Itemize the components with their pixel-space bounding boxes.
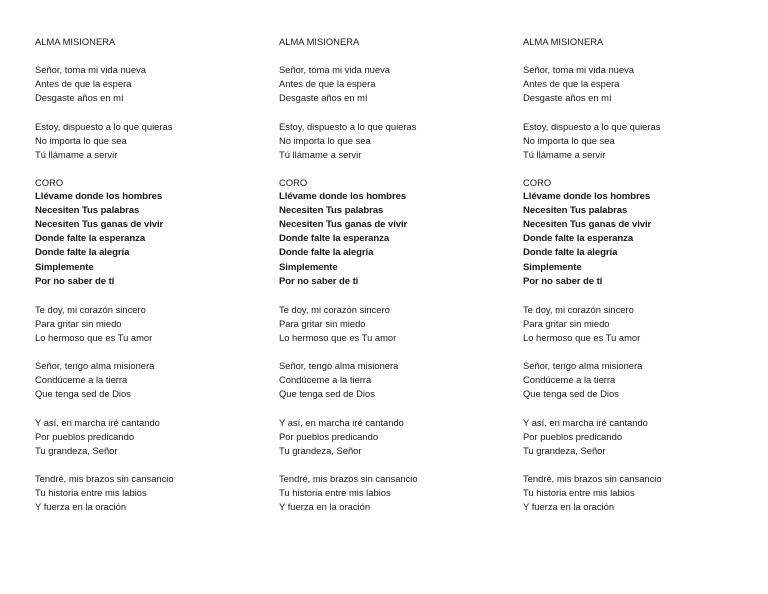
spacer [523, 105, 753, 119]
chorus-line: Necesiten Tus palabras [279, 205, 384, 217]
lyric-line: Tú llámame a servir [279, 148, 362, 160]
lyric-line: Y fuerza en la oración [523, 501, 615, 513]
spacer [279, 162, 509, 176]
lyric-line: Que tenga sed de Dios [35, 388, 131, 400]
lyric-line: No importa lo que sea [523, 134, 615, 146]
chorus-line: Llévame donde los hombres [523, 191, 651, 203]
lyric-line: Tu grandeza, Señor [35, 444, 118, 456]
spacer [279, 105, 509, 119]
lyric-line: Antes de que la espera [523, 78, 620, 90]
lyric-line: Señor, tengo alma misionera [35, 360, 155, 372]
chorus-line: Necesiten Tus ganas de vivir [279, 219, 408, 231]
lyric-line: Tu historia entre mis labios [35, 487, 147, 498]
lyric-line: Te doy, mi corazón sincero [279, 303, 390, 315]
chorus-line: Donde falte la esperanza [35, 233, 146, 245]
lyric-line: Señor, tengo alma misionera [523, 360, 643, 372]
lyric-line: Tú llámame a servir [35, 148, 118, 160]
lyric-line: Lo hermoso que es Tu amor [35, 331, 153, 343]
lyric-line: Tu grandeza, Señor [279, 444, 362, 456]
spacer [35, 162, 265, 176]
chorus-line: Llévame donde los hombres [35, 191, 163, 203]
lyric-line: Desgaste años en mí [279, 92, 368, 104]
song-title: ALMA MISIONERA [279, 36, 360, 47]
lyric-line: Por pueblos predicando [35, 430, 135, 442]
lyric-line: Tu historia entre mis labios [523, 487, 635, 498]
lyric-line: Estoy, dispuesto a lo que quieras [35, 120, 173, 132]
spacer [523, 289, 753, 303]
lyric-line: Desgaste años en mí [35, 92, 124, 104]
spacer [279, 49, 509, 63]
lyric-line: Tu grandeza, Señor [523, 444, 606, 456]
lyric-line: Te doy, mi corazón sincero [35, 303, 146, 315]
spacer [35, 458, 265, 472]
lyric-line: Te doy, mi corazón sincero [523, 303, 634, 315]
lyric-line: Tú llámame a servir [523, 148, 606, 160]
lyric-line: Condúceme a la tierra [523, 374, 616, 386]
lyric-line: Y así, en marcha iré cantando [35, 416, 160, 428]
lyric-line: Señor, toma mi vida nueva [523, 64, 634, 76]
spacer [523, 458, 753, 472]
spacer [279, 458, 509, 472]
lyric-line: Que tenga sed de Dios [279, 388, 375, 400]
spacer [35, 401, 265, 415]
lyric-line: Para gritar sin miedo [523, 317, 610, 329]
spacer [35, 289, 265, 303]
chorus-line: Donde falte la alegría [35, 247, 130, 259]
lyric-line: No importa lo que sea [279, 134, 371, 146]
lyric-line: Condúceme a la tierra [35, 374, 128, 386]
chorus-label: CORO [35, 176, 64, 188]
lyric-line: Señor, tengo alma misionera [279, 360, 399, 372]
chorus-line: Donde falte la esperanza [279, 233, 390, 245]
chorus-line: Necesiten Tus palabras [35, 205, 140, 217]
spacer [279, 345, 509, 359]
lyric-line: Que tenga sed de Dios [523, 388, 619, 400]
chorus-line: Por no saber de ti [279, 275, 359, 287]
lyric-line: Y fuerza en la oración [35, 501, 127, 513]
lyric-line: Condúceme a la tierra [279, 374, 372, 386]
lyrics-column-1 [35, 35, 265, 514]
lyric-line: Por pueblos predicando [279, 430, 379, 442]
chorus-line: Donde falte la esperanza [523, 233, 634, 245]
lyric-line: Y así, en marcha iré cantando [279, 416, 404, 428]
lyric-line: Tendré, mis brazos sin cansancio [279, 472, 418, 484]
spacer [279, 289, 509, 303]
lyric-line: Tendré, mis brazos sin cansancio [35, 472, 174, 484]
chorus-line: Por no saber de ti [35, 275, 115, 287]
spacer [35, 345, 265, 359]
lyric-line: Y fuerza en la oración [279, 501, 371, 513]
lyric-line: Señor, toma mi vida nueva [279, 64, 390, 76]
lyric-line: No importa lo que sea [35, 134, 127, 146]
song-title: ALMA MISIONERA [523, 36, 604, 47]
chorus-line: Donde falte la alegría [523, 247, 618, 259]
lyric-line: Estoy, dispuesto a lo que quieras [523, 120, 661, 132]
lyric-line: Tendré, mis brazos sin cansancio [523, 472, 662, 484]
lyric-line: Lo hermoso que es Tu amor [523, 331, 641, 343]
spacer [35, 49, 265, 63]
chorus-line: Simplemente [279, 261, 338, 273]
spacer [523, 162, 753, 176]
chorus-line: Donde falte la alegría [279, 247, 374, 259]
chorus-line: Necesiten Tus ganas de vivir [523, 219, 652, 231]
lyric-line: Lo hermoso que es Tu amor [279, 331, 397, 343]
lyric-line: Por pueblos predicando [523, 430, 623, 442]
lyric-line: Estoy, dispuesto a lo que quieras [279, 120, 417, 132]
spacer [279, 401, 509, 415]
chorus-line: Llévame donde los hombres [279, 191, 407, 203]
spacer [523, 49, 753, 63]
chorus-line: Necesiten Tus palabras [523, 205, 628, 217]
spacer [35, 105, 265, 119]
lyric-line: Para gritar sin miedo [35, 317, 122, 329]
spacer [523, 345, 753, 359]
lyric-line: Antes de que la espera [279, 78, 376, 90]
chorus-line: Necesiten Tus ganas de vivir [35, 219, 164, 231]
lyric-line: Señor, toma mi vida nueva [35, 64, 146, 76]
lyrics-column-2 [279, 35, 509, 514]
chorus-line: Simplemente [35, 261, 94, 273]
song-title: ALMA MISIONERA [35, 36, 116, 47]
lyric-line: Para gritar sin miedo [279, 317, 366, 329]
lyric-line: Tu historia entre mis labios [279, 487, 391, 498]
chorus-label: CORO [279, 176, 308, 188]
chorus-line: Simplemente [523, 261, 582, 273]
chorus-line: Por no saber de ti [523, 275, 603, 287]
chorus-label: CORO [523, 176, 552, 188]
lyrics-column-3 [523, 35, 753, 514]
lyric-line: Desgaste años en mí [523, 92, 612, 104]
lyric-line: Y así, en marcha iré cantando [523, 416, 648, 428]
spacer [523, 401, 753, 415]
lyric-line: Antes de que la espera [35, 78, 132, 90]
